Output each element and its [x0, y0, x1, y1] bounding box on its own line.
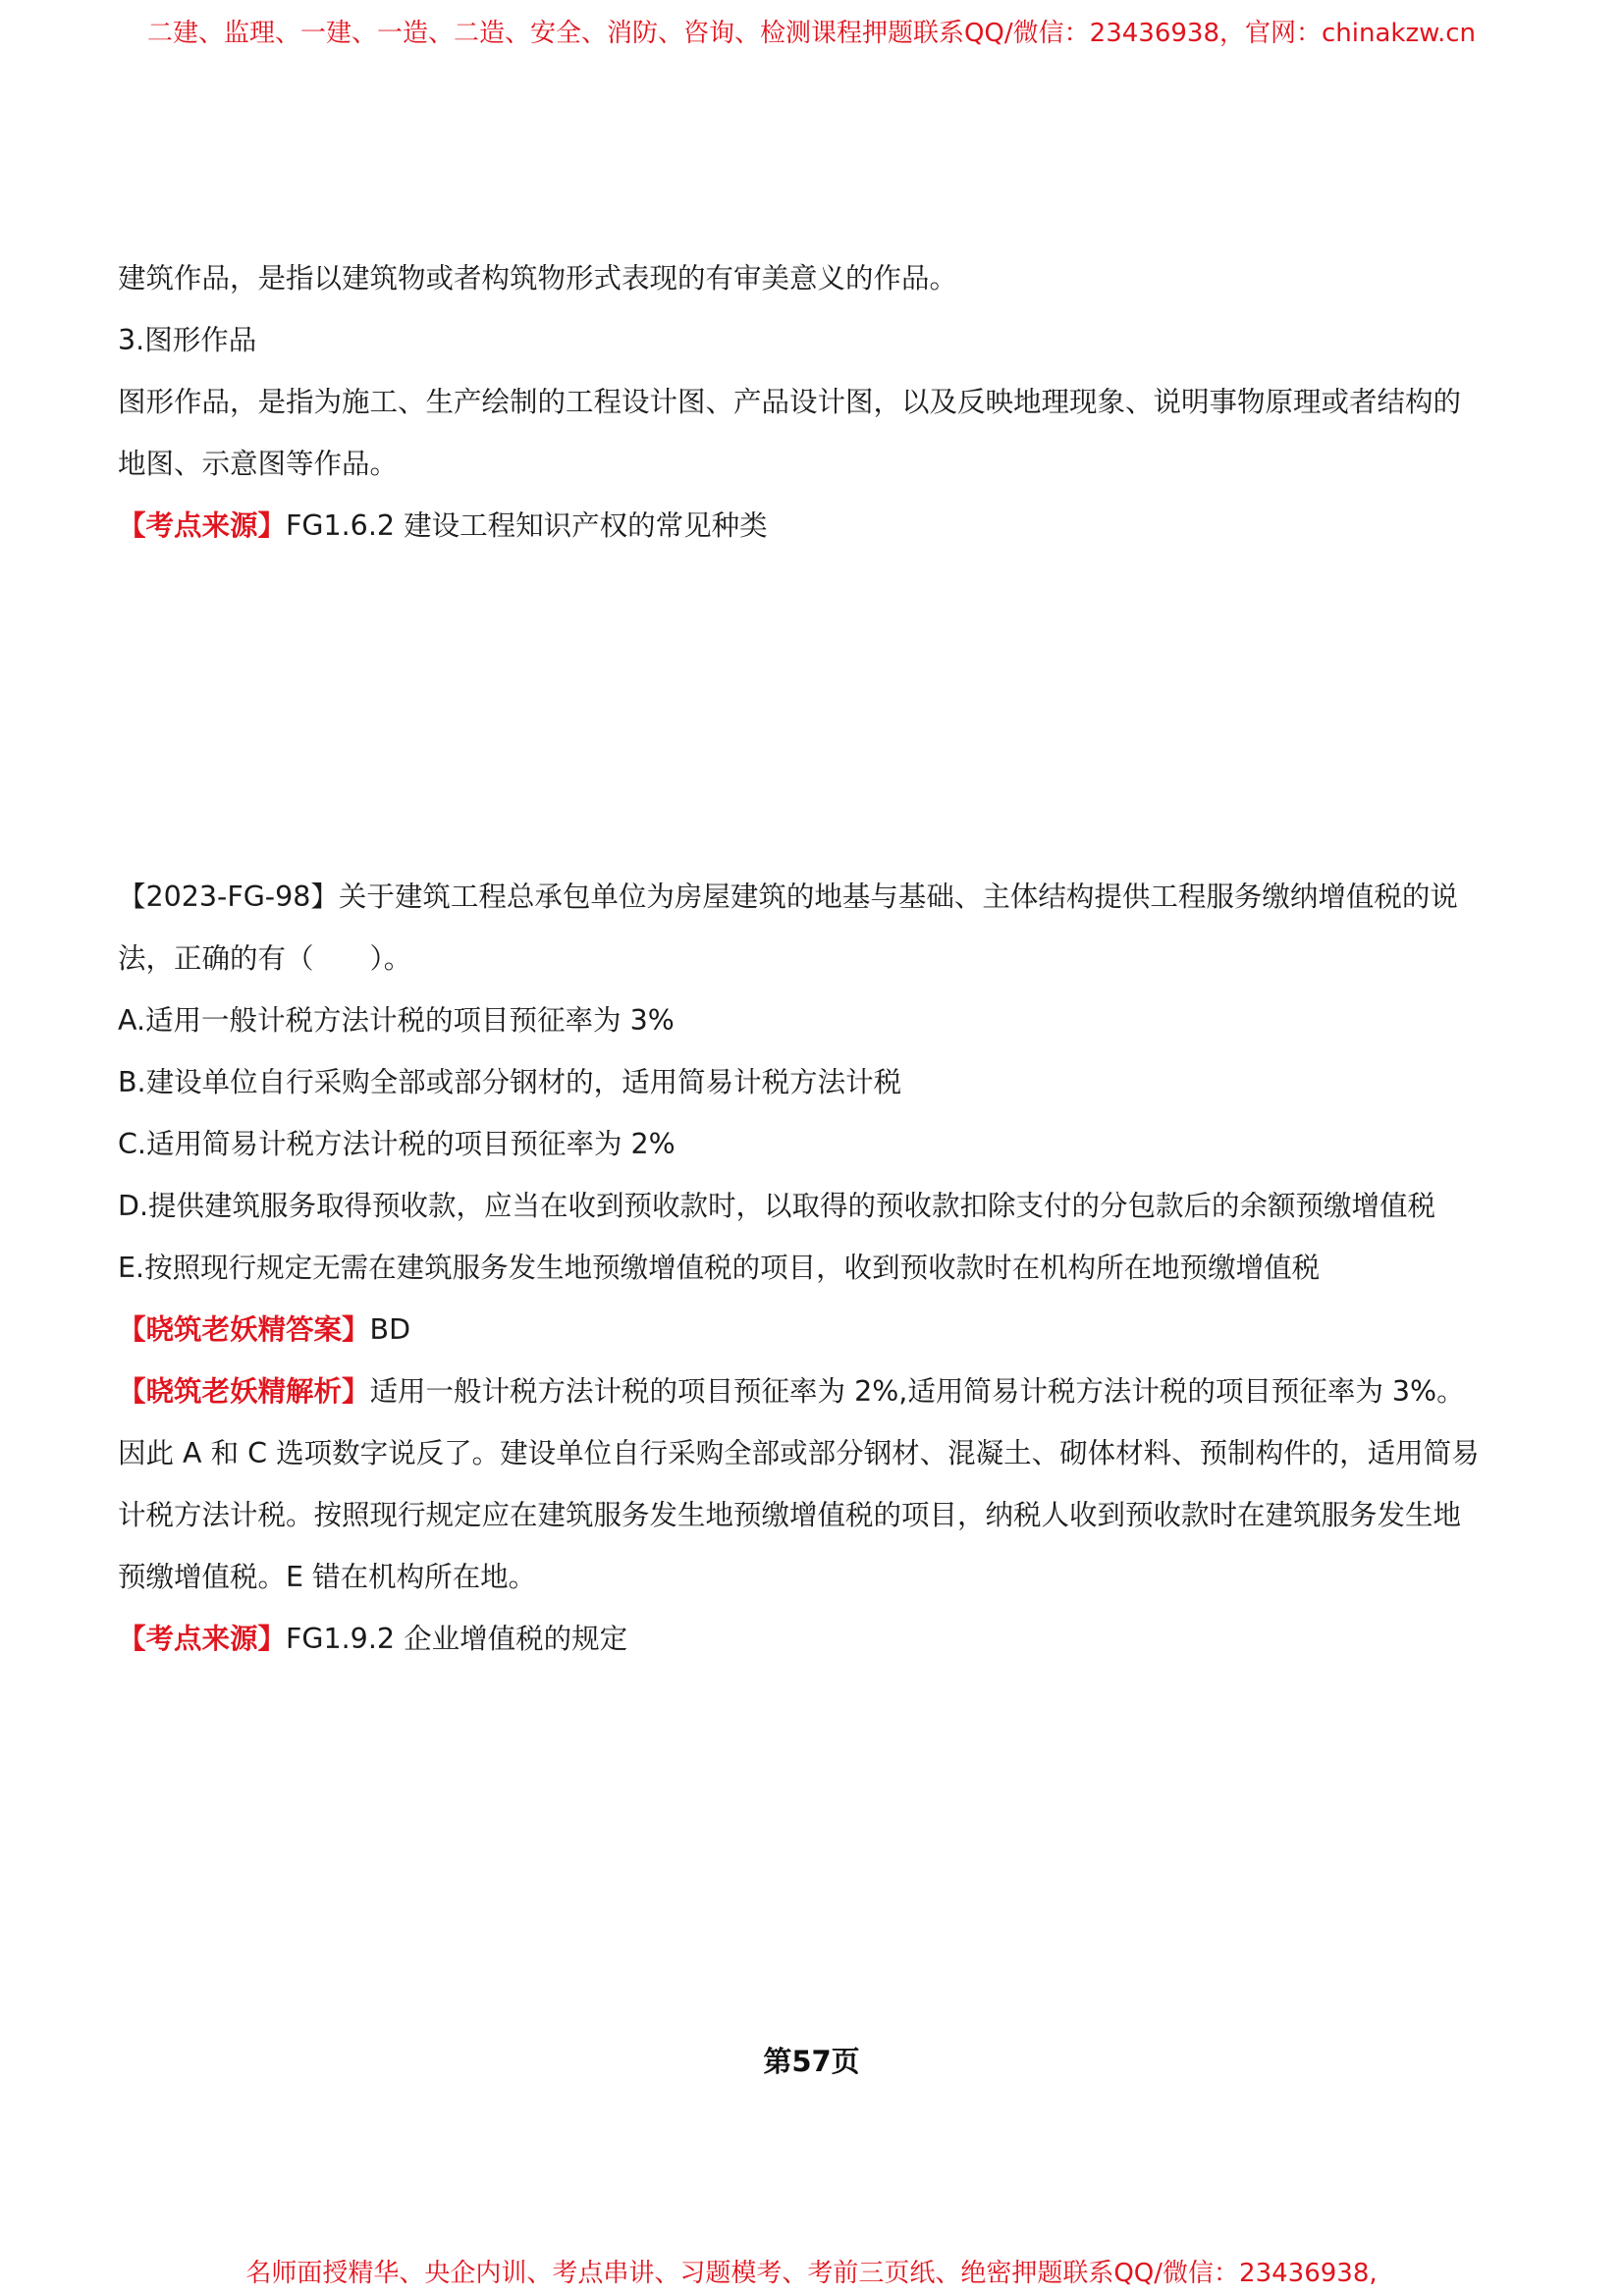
source-text: FG1.6.2 建设工程知识产权的常见种类 [286, 509, 768, 542]
section-heading-graphic-works: 3.图形作品 [118, 324, 257, 356]
option-e: E.按照现行规定无需在建筑服务发生地预缴增值税的项目，收到预收款时在机构所在地预缴增值税 [118, 1252, 1321, 1284]
source-text: FG1.9.2 企业增值税的规定 [286, 1623, 628, 1655]
source-tag: 【考点来源】 [118, 1623, 287, 1655]
answer-tag: 【晓筑老妖精答案】 [118, 1313, 370, 1346]
analysis-line-4: 预缴增值税。E 错在机构所在地。 [118, 1561, 537, 1593]
answer-text: BD [369, 1313, 411, 1346]
option-c: C.适用简易计税方法计税的项目预征率为 2% [118, 1128, 676, 1160]
body-line-graphic-works-2: 地图、示意图等作品。 [118, 448, 399, 480]
source-tag: 【考点来源】 [118, 509, 287, 542]
analysis-line-1 [118, 1372, 1512, 1412]
analysis-line-2: 因此 A 和 C 选项数字说反了。建设单位自行采购全部或部分钢材、混凝土、砌体材料、预制构件的，适用简易 [118, 1437, 1480, 1469]
analysis-text-1: 适用一般计税方法计税的项目预征率为 2%,适用简易计税方法计税的项目预征率为 3%。 [369, 1375, 1465, 1408]
answer-line [118, 1310, 1512, 1350]
source-line-1 [118, 507, 1512, 546]
analysis-line-3: 计税方法计税。按照现行规定应在建筑服务发生地预缴增值税的项目，纳税人收到预收款时在建筑服务发生地 [118, 1499, 1462, 1531]
source-line-2 [118, 1620, 1512, 1659]
header-banner: 二建、监理、一建、一造、二造、安全、消防、咨询、检测课程押题联系QQ/微信：23436938，官网：chinakzw.cn [146, 19, 1477, 48]
question-stem-line-1: 【2023-FG-98】关于建筑工程总承包单位为房屋建筑的地基与基础、主体结构提供工程服务缴纳增值税的说 [118, 881, 1458, 913]
option-d: D.提供建筑服务取得预收款，应当在收到预收款时，以取得的预收款扣除支付的分包款后的余额预缴增值税 [118, 1190, 1436, 1222]
option-a: A.适用一般计税方法计税的项目预征率为 3% [118, 1004, 675, 1037]
question-stem-line-2: 法，正确的有（ ）。 [118, 942, 412, 975]
analysis-tag: 【晓筑老妖精解析】 [118, 1375, 370, 1408]
body-line-architecture-works: 建筑作品，是指以建筑物或者构筑物形式表现的有审美意义的作品。 [118, 262, 958, 294]
option-b: B.建设单位自行采购全部或部分钢材的，适用简易计税方法计税 [118, 1066, 902, 1098]
body-line-graphic-works-1: 图形作品，是指为施工、生产绘制的工程设计图、产品设计图，以及反映地理现象、说明事物原理或者结构的 [118, 386, 1462, 418]
page-number: 第57页 [763, 2045, 860, 2078]
footer-banner: 名师面授精华、央企内训、考点串讲、习题模考、考前三页纸、绝密押题联系QQ/微信：23436938, [245, 2259, 1378, 2288]
